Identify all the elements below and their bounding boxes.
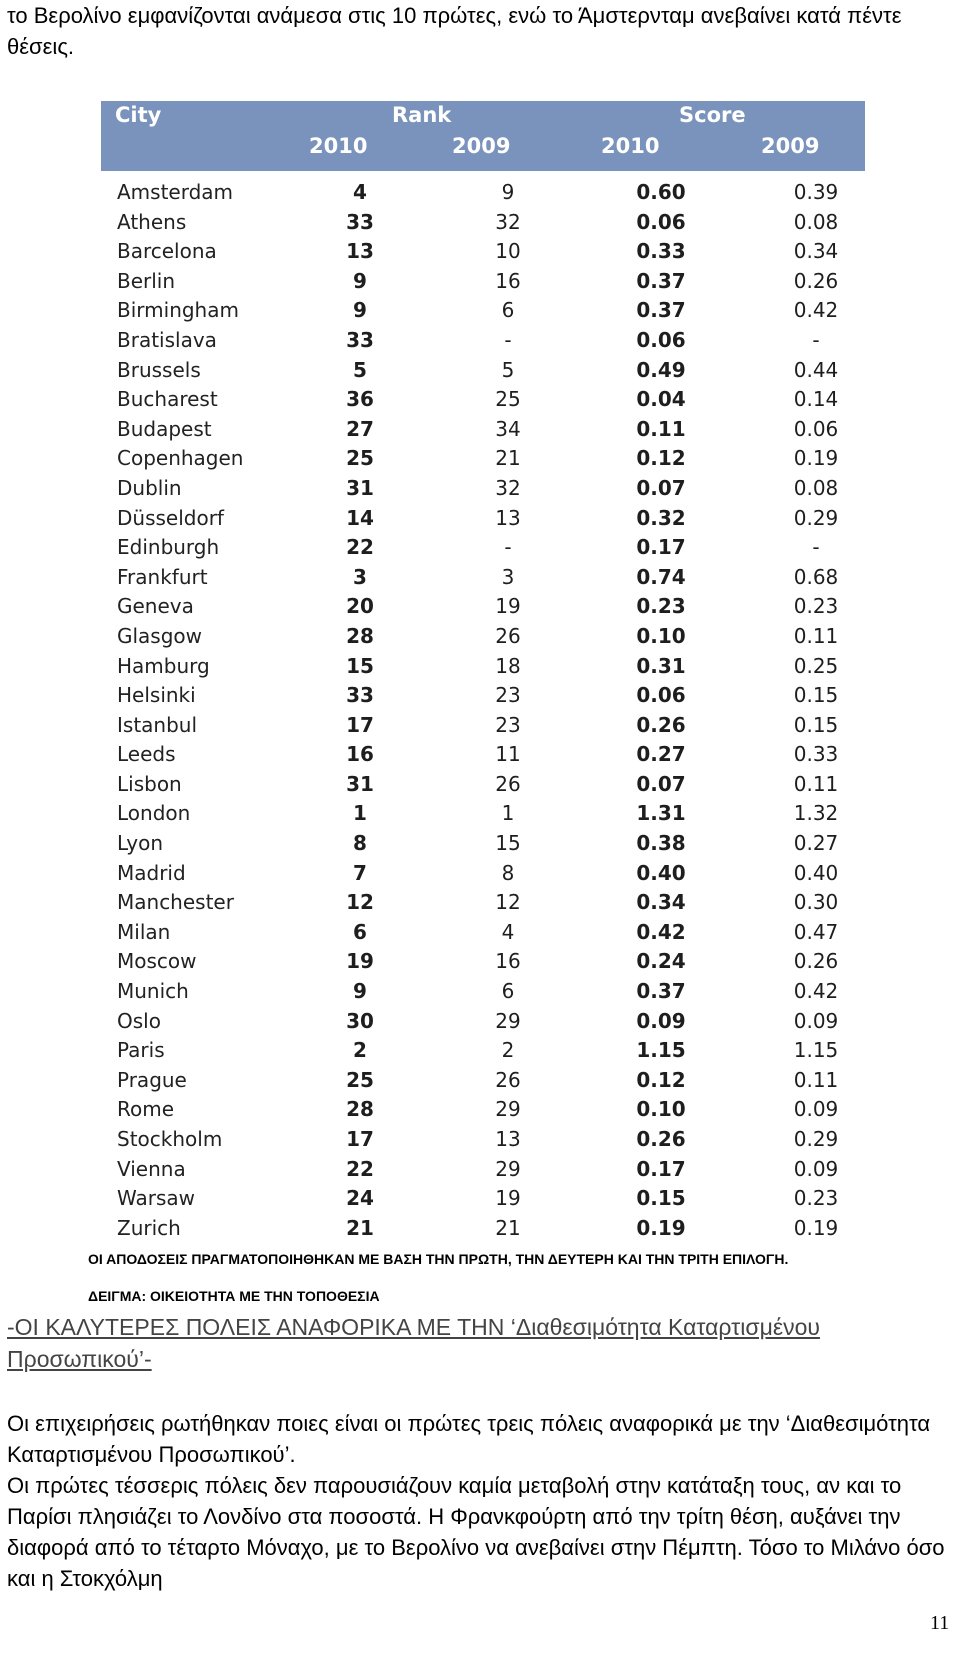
- city-cell: Amsterdam: [117, 180, 234, 204]
- table-row: [101, 267, 865, 297]
- header-city: City: [115, 103, 162, 127]
- city-cell: Madrid: [117, 860, 186, 885]
- score-2009-cell: 0.29: [793, 505, 839, 530]
- table-row: [101, 178, 865, 208]
- rank-2010-cell: 33: [346, 683, 374, 708]
- score-2009-cell: 0.47: [793, 919, 839, 944]
- city-cell: Milan: [117, 919, 171, 944]
- table-row: [101, 977, 865, 1007]
- score-2009-cell: 0.42: [793, 298, 839, 323]
- city-cell: Paris: [117, 1038, 165, 1063]
- table-row: [101, 681, 865, 711]
- score-2009-cell: 0.26: [793, 268, 839, 293]
- table-caption: ΟΙ ΑΠΟΔΟΣΕΙΣ ΠΡΑΓΜΑΤΟΠΟΙΗΘΗΚΑΝ ΜΕ ΒΑΣΗ ΤΗΝ ΠΡΩΤΗ, ΤΗΝ ΔΕΥΤΕΡΗ ΚΑΙ ΤΗΝ ΤΡΙΤΗ ΕΠΙΛΟΓΗ.: [88, 1251, 789, 1267]
- sample-note: ΔΕΙΓΜΑ: ΟΙΚΕΙΟΤΗΤΑ ΜΕ ΤΗΝ ΤΟΠΟΘΕΣΙΑ: [88, 1288, 380, 1304]
- table-row: [101, 711, 865, 741]
- table-row: [101, 1066, 865, 1096]
- rank-2010-cell: 3: [353, 564, 367, 589]
- table-row: [101, 652, 865, 682]
- score-2010-cell: 0.10: [636, 1097, 686, 1122]
- rank-2010-cell: 25: [346, 1067, 374, 1092]
- score-2010-cell: 0.06: [636, 209, 686, 234]
- score-2010-cell: 0.12: [636, 446, 686, 471]
- rank-2010-cell: 8: [353, 831, 367, 856]
- table-row: [101, 799, 865, 829]
- table-body: [101, 178, 865, 1243]
- rank-2010-cell: 9: [353, 298, 367, 323]
- table-row: [101, 1184, 865, 1214]
- rank-2009-cell: 6: [501, 298, 515, 323]
- score-2009-cell: 0.44: [793, 357, 839, 382]
- table-row: [101, 504, 865, 534]
- rank-2009-cell: 23: [495, 683, 521, 708]
- score-2010-cell: 0.32: [636, 505, 686, 530]
- rank-2009-cell: 6: [501, 979, 515, 1004]
- rank-2009-cell: 5: [501, 357, 515, 382]
- score-2009-cell: 0.19: [793, 446, 839, 471]
- score-2010-cell: 0.15: [636, 1186, 686, 1211]
- table-row: [101, 415, 865, 445]
- rank-2009-cell: 12: [495, 890, 521, 915]
- table-row: [101, 1007, 865, 1037]
- city-cell: London: [117, 801, 191, 826]
- score-2009-cell: -: [812, 535, 820, 560]
- city-cell: Barcelona: [117, 239, 217, 264]
- header-rank: Rank: [392, 103, 452, 127]
- score-2009-cell: 0.26: [793, 949, 839, 974]
- city-cell: Edinburgh: [117, 535, 220, 560]
- rank-2010-cell: 16: [346, 742, 374, 767]
- city-cell: Budapest: [117, 416, 212, 441]
- table-row: [101, 326, 865, 356]
- rank-2010-cell: 28: [346, 1097, 374, 1122]
- score-2009-cell: 0.09: [793, 1097, 839, 1122]
- rank-2010-cell: 24: [346, 1186, 374, 1211]
- section-heading: -ΟΙ ΚΑΛΥΤΕΡΕΣ ΠΟΛΕΙΣ ΑΝΑΦΟΡΙΚΑ ΜΕ ΤΗΝ ‘Διαθεσιμότητα Καταρτισμένου Προσωπικού’-: [7, 1314, 820, 1372]
- page-number: 11: [930, 1612, 950, 1634]
- score-2009-cell: 0.19: [793, 1215, 839, 1240]
- score-2009-cell: 0.34: [793, 239, 839, 264]
- score-2009-cell: 0.08: [793, 209, 839, 234]
- score-2010-cell: 0.42: [636, 919, 686, 944]
- rank-2009-cell: 4: [501, 919, 515, 944]
- score-2010-cell: 0.34: [636, 890, 686, 915]
- rank-2010-cell: 14: [346, 505, 374, 530]
- table-row: [101, 740, 865, 770]
- score-2010-cell: 0.24: [636, 949, 686, 974]
- score-2010-cell: 0.10: [636, 623, 686, 648]
- rank-2009-cell: 32: [495, 209, 521, 234]
- score-2010-cell: 0.09: [636, 1008, 686, 1033]
- rank-2009-cell: 21: [495, 1215, 521, 1240]
- score-2009-cell: 0.08: [793, 475, 839, 500]
- table-row: [101, 888, 865, 918]
- table-row: [101, 859, 865, 889]
- score-2009-cell: 0.09: [793, 1008, 839, 1033]
- table-row: [101, 1125, 865, 1155]
- table-row: [101, 918, 865, 948]
- rank-2010-cell: 17: [346, 1127, 374, 1151]
- rank-2010-cell: 33: [346, 209, 374, 234]
- body-paragraph-1: Οι επιχειρήσεις ρωτήθηκαν ποιες είναι οι πρώτες τρεις πόλεις αναφορικά με την ‘Διαθεσιμότητα Καταρτισμένου Προσωπικού’.: [7, 1411, 931, 1467]
- city-cell: Moscow: [117, 949, 197, 974]
- city-cell: Athens: [117, 209, 187, 234]
- rank-2009-cell: 18: [495, 653, 521, 678]
- rank-2009-cell: 19: [495, 1186, 521, 1211]
- rank-2009-cell: 32: [495, 475, 521, 500]
- rank-2010-cell: 13: [346, 239, 374, 264]
- rank-2010-cell: 17: [346, 712, 374, 737]
- rank-2009-cell: 11: [495, 742, 521, 767]
- rank-2009-cell: 29: [495, 1097, 521, 1122]
- table-row: [101, 563, 865, 593]
- rank-2009-cell: 10: [495, 239, 521, 264]
- score-2010-cell: 0.06: [636, 683, 686, 708]
- score-2010-cell: 0.07: [636, 475, 686, 500]
- score-2009-cell: 0.09: [793, 1156, 839, 1181]
- score-2010-cell: 0.23: [636, 594, 686, 619]
- city-cell: Copenhagen: [117, 446, 244, 471]
- table-row: [101, 622, 865, 652]
- rank-2009-cell: 26: [495, 771, 521, 796]
- score-2009-cell: -: [812, 327, 820, 352]
- score-2010-cell: 0.38: [636, 831, 686, 856]
- intro-paragraph: το Βερολίνο εμφανίζονται ανάμεσα στις 10 πρώτες, ενώ το Άμστερνταμ ανεβαίνει κατά πέντε θέσεις.: [7, 3, 902, 59]
- rank-2009-cell: 19: [495, 594, 521, 619]
- rank-2009-cell: -: [504, 327, 512, 352]
- table-row: [101, 208, 865, 238]
- rank-2009-cell: 15: [495, 831, 521, 856]
- rank-2009-cell: 16: [495, 268, 521, 293]
- score-2010-cell: 0.33: [636, 239, 686, 264]
- rank-2009-cell: 8: [501, 860, 515, 885]
- rank-2010-cell: 28: [346, 623, 374, 648]
- city-cell: Warsaw: [117, 1186, 196, 1211]
- table-row: [101, 356, 865, 386]
- rank-2009-cell: 29: [495, 1008, 521, 1033]
- score-2009-cell: 0.11: [793, 1067, 839, 1092]
- table-row: [101, 947, 865, 977]
- score-2009-cell: 0.14: [793, 387, 839, 412]
- score-2009-cell: 0.42: [793, 979, 839, 1004]
- table-row: [101, 1095, 865, 1125]
- rank-2010-cell: 19: [346, 949, 374, 974]
- score-2010-cell: 0.37: [636, 979, 686, 1004]
- rank-2010-cell: 12: [346, 890, 374, 915]
- table-row: [101, 237, 865, 267]
- rank-2009-cell: 16: [495, 949, 521, 974]
- score-2009-cell: 0.15: [793, 683, 839, 708]
- score-2009-cell: 0.68: [793, 564, 839, 589]
- table-row: [101, 829, 865, 859]
- score-2009-cell: 0.23: [793, 594, 839, 619]
- city-ranking-table: [101, 101, 865, 1246]
- score-2009-cell: 0.40: [793, 860, 839, 885]
- rank-2009-cell: 13: [495, 505, 521, 530]
- score-2010-cell: 0.37: [636, 268, 686, 293]
- rank-2010-cell: 5: [353, 357, 367, 382]
- rank-2009-cell: 21: [495, 446, 521, 471]
- city-cell: Stockholm: [117, 1127, 223, 1151]
- body-text: [7, 1408, 952, 1594]
- city-cell: Munich: [117, 979, 189, 1004]
- rank-2010-cell: 4: [353, 180, 367, 204]
- table-row: [101, 770, 865, 800]
- score-2009-cell: 0.30: [793, 890, 839, 915]
- table-row: [101, 592, 865, 622]
- rank-2009-cell: 9: [501, 180, 515, 204]
- rank-2010-cell: 2: [353, 1038, 367, 1063]
- city-cell: Istanbul: [117, 712, 198, 737]
- score-2010-cell: 0.26: [636, 1127, 686, 1151]
- score-2010-cell: 0.17: [636, 535, 686, 560]
- rank-2009-cell: 13: [495, 1127, 521, 1151]
- rank-2010-cell: 27: [346, 416, 374, 441]
- score-2009-cell: 0.06: [793, 416, 839, 441]
- rank-2009-cell: 26: [495, 623, 521, 648]
- rank-2010-cell: 9: [353, 979, 367, 1004]
- city-cell: Manchester: [117, 890, 234, 915]
- rank-2010-cell: 22: [346, 535, 374, 560]
- score-2010-cell: 0.11: [636, 416, 686, 441]
- rank-2009-cell: 26: [495, 1067, 521, 1092]
- score-2010-cell: 0.19: [636, 1215, 686, 1240]
- rank-2010-cell: 31: [346, 771, 374, 796]
- table-header: [101, 101, 865, 171]
- score-2009-cell: 0.39: [793, 180, 839, 204]
- score-2009-cell: 0.29: [793, 1127, 839, 1151]
- rank-2010-cell: 31: [346, 475, 374, 500]
- city-cell: Düsseldorf: [117, 505, 224, 530]
- rank-2009-cell: 34: [495, 416, 521, 441]
- header-rank-2010: 2010: [309, 134, 368, 158]
- score-2010-cell: 0.31: [636, 653, 686, 678]
- rank-2009-cell: 1: [501, 801, 515, 826]
- table-row: [101, 444, 865, 474]
- city-cell: Dublin: [117, 475, 182, 500]
- city-cell: Lisbon: [117, 771, 182, 796]
- rank-2009-cell: 29: [495, 1156, 521, 1181]
- table-row: [101, 474, 865, 504]
- body-paragraph-2: Οι πρώτες τέσσερις πόλεις δεν παρουσιάζουν καμία μεταβολή στην κατάταξη τους, αν και το Παρίσι πλησιάζει το Λονδίνο στα ποσοστά. Η Φρανκφούρτη από την τρίτη θέση, αυξάνει την διαφορά από το τέταρτο Μόναχο, με το Βερολίνο να ανεβαίνει στην Πέμπτη. Τόσο το Μιλάνο όσο και η Στοκχόλμη: [7, 1473, 945, 1591]
- table-row: [101, 1036, 865, 1066]
- city-cell: Frankfurt: [117, 564, 208, 589]
- rank-2010-cell: 21: [346, 1215, 374, 1240]
- rank-2010-cell: 6: [353, 919, 367, 944]
- score-2010-cell: 1.15: [636, 1038, 686, 1063]
- table-row: [101, 1155, 865, 1185]
- score-2010-cell: 0.04: [636, 387, 686, 412]
- city-cell: Prague: [117, 1067, 187, 1092]
- rank-2010-cell: 1: [353, 801, 367, 826]
- score-2010-cell: 0.07: [636, 771, 686, 796]
- rank-2009-cell: 3: [501, 564, 515, 589]
- rank-2009-cell: 25: [495, 387, 521, 412]
- header-score: Score: [679, 103, 746, 127]
- rank-2009-cell: -: [504, 535, 512, 560]
- city-cell: Berlin: [117, 268, 176, 293]
- score-2009-cell: 0.33: [793, 742, 839, 767]
- header-rank-2009: 2009: [452, 134, 511, 158]
- city-cell: Bucharest: [117, 387, 218, 412]
- score-2009-cell: 1.32: [793, 801, 839, 826]
- city-cell: Glasgow: [117, 623, 203, 648]
- rank-2010-cell: 36: [346, 387, 374, 412]
- city-cell: Hamburg: [117, 653, 210, 678]
- city-cell: Lyon: [117, 831, 164, 856]
- score-2010-cell: 0.17: [636, 1156, 686, 1181]
- score-2010-cell: 0.27: [636, 742, 686, 767]
- table-row: [101, 385, 865, 415]
- header-score-2009: 2009: [761, 134, 820, 158]
- city-cell: Geneva: [117, 594, 194, 619]
- table-row: [101, 296, 865, 326]
- city-cell: Brussels: [117, 357, 201, 382]
- score-2010-cell: 0.12: [636, 1067, 686, 1092]
- rank-2010-cell: 9: [353, 268, 367, 293]
- rank-2010-cell: 33: [346, 327, 374, 352]
- score-2010-cell: 0.26: [636, 712, 686, 737]
- rank-2009-cell: 23: [495, 712, 521, 737]
- score-2010-cell: 0.40: [636, 860, 686, 885]
- score-2009-cell: 1.15: [793, 1038, 839, 1063]
- table-row: [101, 1214, 865, 1244]
- score-2009-cell: 0.25: [793, 653, 839, 678]
- score-2010-cell: 1.31: [636, 801, 686, 826]
- score-2010-cell: 0.74: [636, 564, 686, 589]
- table-row: [101, 533, 865, 563]
- score-2010-cell: 0.49: [636, 357, 686, 382]
- rank-2010-cell: 25: [346, 446, 374, 471]
- score-2009-cell: 0.27: [793, 831, 839, 856]
- score-2009-cell: 0.23: [793, 1186, 839, 1211]
- city-cell: Rome: [117, 1097, 175, 1122]
- header-score-2010: 2010: [601, 134, 660, 158]
- rank-2010-cell: 15: [346, 653, 374, 678]
- rank-2010-cell: 22: [346, 1156, 374, 1181]
- rank-2010-cell: 30: [346, 1008, 374, 1033]
- city-cell: Oslo: [117, 1008, 161, 1033]
- city-cell: Helsinki: [117, 683, 196, 708]
- score-2009-cell: 0.11: [793, 623, 839, 648]
- city-cell: Zurich: [117, 1215, 181, 1240]
- city-cell: Birmingham: [117, 298, 239, 323]
- city-cell: Leeds: [117, 742, 176, 767]
- score-2009-cell: 0.11: [793, 771, 839, 796]
- city-cell: Vienna: [117, 1156, 186, 1181]
- rank-2010-cell: 7: [353, 860, 367, 885]
- rank-2010-cell: 20: [346, 594, 374, 619]
- city-cell: Bratislava: [117, 327, 217, 352]
- score-2010-cell: 0.06: [636, 327, 686, 352]
- score-2010-cell: 0.60: [636, 180, 686, 204]
- score-2009-cell: 0.15: [793, 712, 839, 737]
- score-2010-cell: 0.37: [636, 298, 686, 323]
- rank-2009-cell: 2: [501, 1038, 515, 1063]
